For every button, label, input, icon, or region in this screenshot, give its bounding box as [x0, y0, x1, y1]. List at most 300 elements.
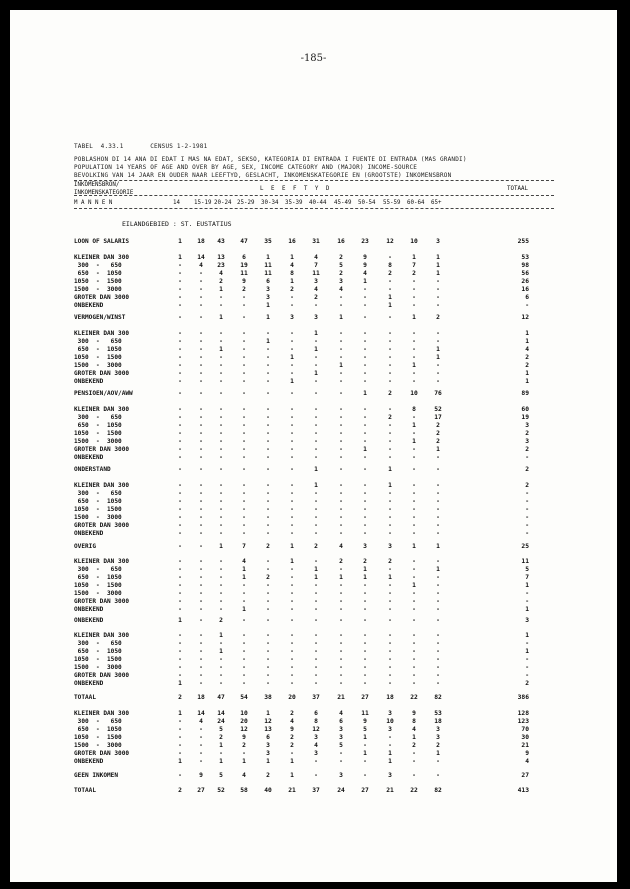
table-cell: - [363, 758, 367, 765]
table-cell: - [412, 617, 416, 624]
table-cell: - [266, 414, 270, 421]
table-cell: - [363, 664, 367, 671]
table-cell: 11 [264, 270, 272, 277]
table-cell: 1 [388, 574, 392, 581]
table-cell: 1 [266, 254, 270, 261]
table-cell: 1 [363, 750, 367, 757]
table-row [10, 606, 617, 615]
table-cell: - [178, 514, 182, 521]
table-cell: 3 [436, 238, 440, 245]
table-cell: 1 [290, 378, 294, 385]
row-label: 300 - 650 [74, 640, 122, 647]
table-cell: - [314, 582, 318, 589]
table-cell: 1 [388, 294, 392, 301]
table-cell: - [242, 656, 246, 663]
table-cell: - [199, 490, 203, 497]
table-cell: - [388, 606, 392, 613]
table-cell: - [363, 354, 367, 361]
row-total: - [525, 522, 529, 529]
row-total: 123 [517, 718, 529, 725]
table-cell: 16 [337, 238, 345, 245]
table-cell: - [436, 530, 440, 537]
table-cell: - [388, 430, 392, 437]
table-cell: 2 [339, 558, 343, 565]
table-cell: 3 [388, 710, 392, 717]
table-cell: 27 [361, 694, 369, 701]
table-cell: - [339, 482, 343, 489]
table-cell: - [178, 718, 182, 725]
table-row [10, 454, 617, 463]
table-cell: - [266, 466, 270, 473]
table-cell: - [242, 598, 246, 605]
table-cell: 1 [266, 302, 270, 309]
table-cell: - [242, 454, 246, 461]
row-label: 1050 - 1500 [74, 656, 122, 663]
table-cell: - [199, 302, 203, 309]
table-cell: 7 [242, 543, 246, 550]
table-cell: - [242, 590, 246, 597]
table-cell: - [412, 566, 416, 573]
row-total: 60 [521, 406, 529, 413]
table-cell: - [314, 438, 318, 445]
table-cell: 6 [314, 710, 318, 717]
table-cell: - [242, 346, 246, 353]
table-cell: 1 [412, 254, 416, 261]
table-cell: - [436, 330, 440, 337]
row-label: ONBEKEND [74, 617, 104, 624]
row-label: 650 - 1050 [74, 498, 122, 505]
table-cell: 3 [314, 750, 318, 757]
table-cell: - [436, 294, 440, 301]
table-cell: - [219, 454, 223, 461]
table-cell: - [266, 514, 270, 521]
table-cell: 1 [219, 286, 223, 293]
row-total: 6 [525, 294, 529, 301]
row-total: 4 [525, 758, 529, 765]
table-cell: - [178, 338, 182, 345]
row-total: 1 [525, 582, 529, 589]
table-cell: 35 [264, 238, 272, 245]
table-cell: 24 [217, 718, 225, 725]
table-cell: - [436, 558, 440, 565]
table-cell: - [178, 430, 182, 437]
row-label: GROTER DAN 3000 [74, 750, 130, 757]
table-cell: 17 [434, 414, 442, 421]
table-cell: 4 [339, 543, 343, 550]
table-cell: - [290, 422, 294, 429]
table-cell: 18 [197, 238, 205, 245]
table-cell: - [363, 656, 367, 663]
table-cell: - [412, 338, 416, 345]
table-cell: 1 [314, 346, 318, 353]
table-cell: 3 [314, 278, 318, 285]
table-cell: - [314, 632, 318, 639]
table-cell: - [219, 606, 223, 613]
table-cell: 18 [386, 694, 394, 701]
table-cell: - [242, 362, 246, 369]
table-cell: - [412, 664, 416, 671]
table-cell: - [199, 566, 203, 573]
table-cell: - [219, 466, 223, 473]
table-cell: - [199, 330, 203, 337]
table-cell: - [363, 498, 367, 505]
row-total: 2 [525, 430, 529, 437]
table-cell: 6 [266, 278, 270, 285]
table-cell: - [412, 414, 416, 421]
table-cell: - [436, 362, 440, 369]
table-cell: 21 [386, 787, 394, 794]
table-cell: - [290, 750, 294, 757]
title-english: POPULATION 14 YEARS OF AGE AND OVER BY AGE, SEX, INCOME CATEGORY AND (MAJOR) INCOME-SOURCE [74, 164, 418, 171]
table-cell: - [339, 390, 343, 397]
table-cell: - [339, 422, 343, 429]
table-cell: 2 [242, 286, 246, 293]
table-cell: - [363, 590, 367, 597]
table-cell: - [199, 758, 203, 765]
table-cell: - [339, 406, 343, 413]
row-label: 300 - 650 [74, 414, 122, 421]
table-cell: - [290, 648, 294, 655]
table-cell: - [290, 446, 294, 453]
table-cell: - [242, 617, 246, 624]
table-cell: 1 [436, 346, 440, 353]
table-cell: 1 [242, 574, 246, 581]
row-total: 2 [525, 466, 529, 473]
table-cell: 8 [314, 718, 318, 725]
table-cell: - [339, 338, 343, 345]
table-cell: - [178, 574, 182, 581]
table-row [10, 787, 617, 796]
table-row [10, 238, 617, 247]
table-cell: - [314, 772, 318, 779]
table-cell: 2 [219, 617, 223, 624]
table-cell: - [412, 632, 416, 639]
table-cell: - [178, 640, 182, 647]
row-total: 1 [525, 378, 529, 385]
table-cell: - [266, 370, 270, 377]
table-cell: - [199, 680, 203, 687]
table-cell: - [388, 648, 392, 655]
table-cell: - [314, 406, 318, 413]
table-cell: - [242, 530, 246, 537]
table-cell: - [266, 566, 270, 573]
table-cell: - [219, 482, 223, 489]
table-cell: 11 [264, 262, 272, 269]
table-cell: 1 [436, 254, 440, 261]
table-cell: 1 [412, 734, 416, 741]
table-cell: - [388, 656, 392, 663]
table-cell: - [314, 422, 318, 429]
table-cell: - [242, 430, 246, 437]
table-cell: 3 [436, 726, 440, 733]
table-cell: - [339, 454, 343, 461]
table-cell: - [178, 286, 182, 293]
table-cell: 1 [436, 262, 440, 269]
table-cell: 4 [242, 772, 246, 779]
table-cell: 2 [219, 278, 223, 285]
table-cell: - [436, 466, 440, 473]
table-cell: - [219, 294, 223, 301]
table-cell: 1 [266, 758, 270, 765]
table-row [10, 302, 617, 311]
table-cell: 1 [219, 648, 223, 655]
table-cell: 2 [314, 543, 318, 550]
table-cell: - [178, 354, 182, 361]
table-cell: - [412, 370, 416, 377]
table-cell: - [339, 582, 343, 589]
table-cell: - [290, 530, 294, 537]
table-row [10, 758, 617, 767]
table-cell: - [363, 482, 367, 489]
table-cell: - [339, 640, 343, 647]
row-total: 16 [521, 286, 529, 293]
table-cell: - [314, 672, 318, 679]
table-cell: 23 [217, 262, 225, 269]
table-cell: 10 [410, 238, 418, 245]
table-cell: 14 [197, 254, 205, 261]
table-cell: - [178, 378, 182, 385]
table-row [10, 772, 617, 781]
table-cell: 4 [339, 710, 343, 717]
table-cell: 1 [314, 466, 318, 473]
table-cell: - [363, 414, 367, 421]
table-cell: - [266, 617, 270, 624]
table-cell: - [290, 370, 294, 377]
table-cell: 1 [412, 543, 416, 550]
table-cell: 1 [363, 278, 367, 285]
table-cell: - [339, 446, 343, 453]
table-cell: - [199, 414, 203, 421]
table-cell: - [363, 314, 367, 321]
table-cell: - [314, 414, 318, 421]
table-cell: - [363, 598, 367, 605]
table-cell: - [412, 640, 416, 647]
table-cell: - [339, 302, 343, 309]
table-cell: - [388, 278, 392, 285]
table-cell: 3 [388, 543, 392, 550]
table-cell: - [436, 617, 440, 624]
table-cell: 19 [240, 262, 248, 269]
table-cell: - [388, 522, 392, 529]
table-cell: - [266, 672, 270, 679]
table-cell: - [363, 530, 367, 537]
table-cell: - [363, 294, 367, 301]
table-cell: 3 [388, 772, 392, 779]
table-cell: - [199, 750, 203, 757]
row-total: 2 [525, 680, 529, 687]
table-cell: - [266, 606, 270, 613]
table-cell: 2 [242, 742, 246, 749]
table-cell: 9 [242, 734, 246, 741]
table-cell: - [266, 680, 270, 687]
table-cell: 7 [314, 262, 318, 269]
row-total: 2 [525, 354, 529, 361]
table-cell: - [290, 617, 294, 624]
table-cell: 2 [339, 254, 343, 261]
table-cell: 53 [434, 710, 442, 717]
row-label: GROTER DAN 3000 [74, 294, 130, 301]
table-cell: - [314, 338, 318, 345]
table-cell: - [436, 454, 440, 461]
table-cell: - [219, 514, 223, 521]
table-cell: - [388, 664, 392, 671]
table-cell: - [242, 354, 246, 361]
table-cell: - [199, 406, 203, 413]
table-cell: - [388, 498, 392, 505]
table-cell: - [266, 406, 270, 413]
table-cell: - [388, 454, 392, 461]
table-cell: - [219, 438, 223, 445]
table-cell: - [314, 640, 318, 647]
table-cell: - [219, 640, 223, 647]
table-cell: 2 [388, 390, 392, 397]
table-cell: 1 [219, 742, 223, 749]
table-cell: - [199, 294, 203, 301]
table-cell: 1 [339, 362, 343, 369]
table-cell: 1 [266, 314, 270, 321]
table-cell: - [242, 680, 246, 687]
table-cell: - [412, 378, 416, 385]
table-cell: 4 [219, 270, 223, 277]
table-cell: 10 [386, 718, 394, 725]
table-cell: 9 [363, 254, 367, 261]
table-cell: 54 [240, 694, 248, 701]
row-label: KLEINER DAN 300 [74, 406, 130, 413]
table-cell: - [178, 498, 182, 505]
row-total: - [525, 530, 529, 537]
table-cell: - [314, 490, 318, 497]
age-group-header: 65+ [431, 200, 442, 206]
table-cell: - [199, 726, 203, 733]
table-cell: - [412, 530, 416, 537]
table-cell: - [219, 498, 223, 505]
table-cell: - [178, 772, 182, 779]
table-cell: 1 [388, 302, 392, 309]
table-cell: - [242, 648, 246, 655]
table-cell: - [266, 346, 270, 353]
table-cell: - [266, 522, 270, 529]
table-cell: - [178, 330, 182, 337]
table-cell: 12 [240, 726, 248, 733]
table-cell: 3 [339, 278, 343, 285]
table-cell: - [242, 390, 246, 397]
table-row [10, 680, 617, 689]
table-cell: - [219, 598, 223, 605]
table-cell: 4 [290, 262, 294, 269]
table-cell: - [199, 664, 203, 671]
table-cell: - [388, 530, 392, 537]
table-cell: - [388, 314, 392, 321]
table-cell: 21 [337, 694, 345, 701]
table-cell: - [388, 378, 392, 385]
table-cell: - [290, 632, 294, 639]
table-cell: - [314, 390, 318, 397]
table-cell: - [388, 254, 392, 261]
table-cell: 23 [361, 238, 369, 245]
table-cell: - [219, 664, 223, 671]
table-cell: - [388, 438, 392, 445]
table-cell: 76 [434, 390, 442, 397]
table-cell: - [314, 530, 318, 537]
table-cell: 3 [339, 734, 343, 741]
table-cell: - [436, 286, 440, 293]
table-cell: 1 [242, 606, 246, 613]
table-cell: - [266, 590, 270, 597]
table-cell: - [290, 606, 294, 613]
row-label: 300 - 650 [74, 262, 122, 269]
table-cell: - [339, 414, 343, 421]
table-cell: 1 [314, 330, 318, 337]
row-label: LOON OF SALARIS [74, 238, 130, 245]
table-cell: - [339, 354, 343, 361]
table-cell: - [339, 656, 343, 663]
row-label: ONBEKEND [74, 530, 104, 537]
row-label: 300 - 650 [74, 566, 122, 573]
table-cell: - [339, 672, 343, 679]
table-cell: - [266, 648, 270, 655]
table-cell: - [436, 772, 440, 779]
table-cell: 1 [290, 278, 294, 285]
table-cell: - [436, 632, 440, 639]
table-cell: - [290, 582, 294, 589]
table-cell: - [219, 302, 223, 309]
table-cell: 52 [217, 787, 225, 794]
table-cell: 38 [264, 694, 272, 701]
age-group-header: 20-24 [214, 200, 232, 206]
table-cell: 3 [266, 742, 270, 749]
table-cell: - [290, 430, 294, 437]
row-total: - [525, 514, 529, 521]
table-cell: - [266, 362, 270, 369]
table-cell: - [242, 378, 246, 385]
table-cell: - [388, 734, 392, 741]
table-cell: - [314, 522, 318, 529]
table-cell: - [412, 498, 416, 505]
table-cell: 1 [178, 238, 182, 245]
region-title: EILANDGEBIED : ST. EUSTATIUS [122, 220, 232, 228]
row-label: 1050 - 1500 [74, 430, 122, 437]
table-cell: - [436, 648, 440, 655]
table-cell: 37 [312, 694, 320, 701]
table-cell: - [199, 672, 203, 679]
table-cell: 2 [290, 734, 294, 741]
table-cell: - [199, 574, 203, 581]
table-cell: 40 [264, 787, 272, 794]
document-page [10, 10, 617, 882]
table-cell: 9 [199, 772, 203, 779]
table-cell: - [266, 490, 270, 497]
table-cell: - [412, 598, 416, 605]
table-cell: 1 [266, 338, 270, 345]
table-cell: - [412, 294, 416, 301]
table-cell: 4 [314, 742, 318, 749]
row-total: 1 [525, 648, 529, 655]
table-cell: - [314, 354, 318, 361]
table-cell: 3 [266, 750, 270, 757]
table-cell: 3 [290, 314, 294, 321]
table-cell: - [388, 742, 392, 749]
table-cell: 8 [388, 262, 392, 269]
table-cell: - [266, 454, 270, 461]
table-cell: 1 [436, 543, 440, 550]
table-cell: - [388, 406, 392, 413]
table-cell: - [199, 482, 203, 489]
row-label: 1050 - 1500 [74, 278, 122, 285]
row-total: 413 [517, 787, 529, 794]
row-label: 1050 - 1500 [74, 506, 122, 513]
table-cell: - [388, 422, 392, 429]
table-cell: 1 [266, 710, 270, 717]
